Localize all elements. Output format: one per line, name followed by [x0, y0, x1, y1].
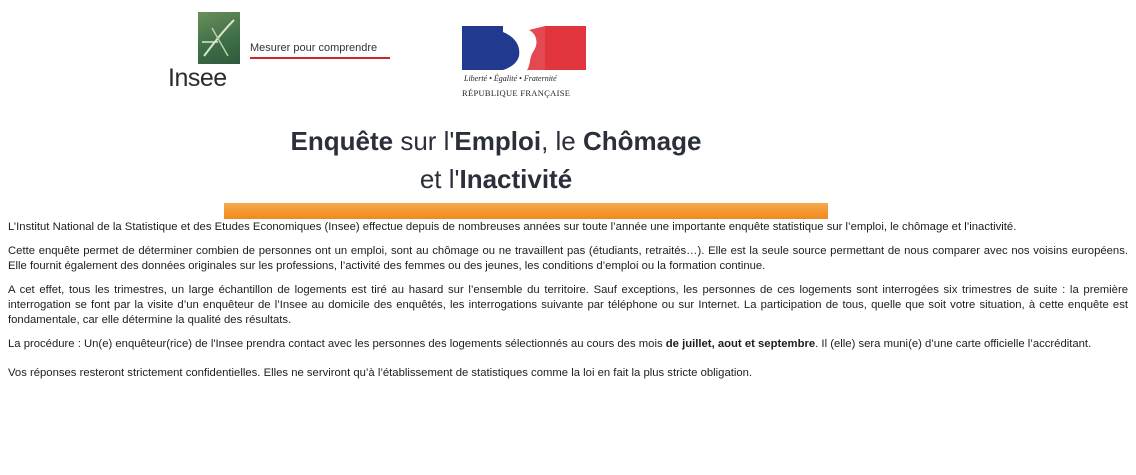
procedure-start: La procédure : Un(e) enquêteur(rice) de l'Insee prendra contact avec les personnes des logements sélectionnés au cours des mois: [8, 338, 666, 350]
marianne-flag-icon: [462, 26, 586, 70]
orange-divider-bar: [224, 203, 828, 219]
tagline-underline: [250, 57, 390, 59]
procedure-months: de juillet, aout et septembre: [665, 338, 816, 350]
insee-tagline: Mesurer pour comprendre: [250, 42, 378, 54]
paragraph-procedure: [8, 337, 1128, 352]
paragraph-method: A cet effet, tous les trimestres, un large échantillon de logements est tiré au hasard sur l’ensemble du territoire. Sauf exceptions, les personnes de ces logements sont interrogées six trimestres de suite : la première interrogation se font par la visite d’un enquêteur de l’Insee au domicile des enquêtés, les interrogations suivante par téléphone ou sur Internet. La participation de tous, quelle que soit votre situation, à cette enquête est fondamentale, car elle détermine la qualité des résultats.: [8, 284, 1128, 326]
paragraph-confidentiality: Vos réponses resteront strictement confidentielles. Elles ne serviront qu’à l’établissement de statistiques comme la loi en fait la plus stricte obligation.: [8, 367, 753, 379]
title-et: et l': [419, 164, 460, 194]
title-emploi: Emploi: [454, 126, 542, 156]
document-header: [160, 0, 832, 222]
insee-logo: [168, 12, 240, 92]
document-title: [160, 122, 832, 198]
rf-name: RÉPUBLIQUE FRANÇAISE: [462, 88, 571, 98]
rf-motto: Liberté • Égalité • Fraternité: [464, 74, 557, 83]
paragraph-intro: L’Institut National de la Statistique et des Etudes Economiques (Insee) effectue depuis de nombreuses années sur toute l’année une importante enquête statistique sur l’emploi, le chômage et l’inactivité.: [8, 221, 1017, 233]
title-sur: sur l': [393, 126, 455, 156]
title-inactivite: Inactivité: [459, 164, 573, 194]
paragraph-purpose: Cette enquête permet de déterminer combien de personnes ont un emploi, sont au chômage ou ne travaillent pas (étudiants, retraités…). Elle est la seule source permettant de nous comparer avec nos voisins européens. Elle fournit également des données originales sur les professions, l’activité des femmes ou des jeunes, les conditions d’emploi ou la formation continue.: [8, 245, 1128, 272]
document-body: [8, 220, 1128, 390]
republique-francaise-logo: [462, 26, 588, 108]
title-le: , le: [541, 126, 583, 156]
procedure-end: . Il (elle) sera muni(e) d’une carte officielle l’accréditant.: [815, 338, 1092, 350]
insee-logo-mark-icon: [198, 12, 240, 64]
title-enquete: Enquête: [290, 126, 394, 156]
insee-wordmark: Insee: [168, 64, 227, 92]
title-chomage: Chômage: [583, 126, 702, 156]
